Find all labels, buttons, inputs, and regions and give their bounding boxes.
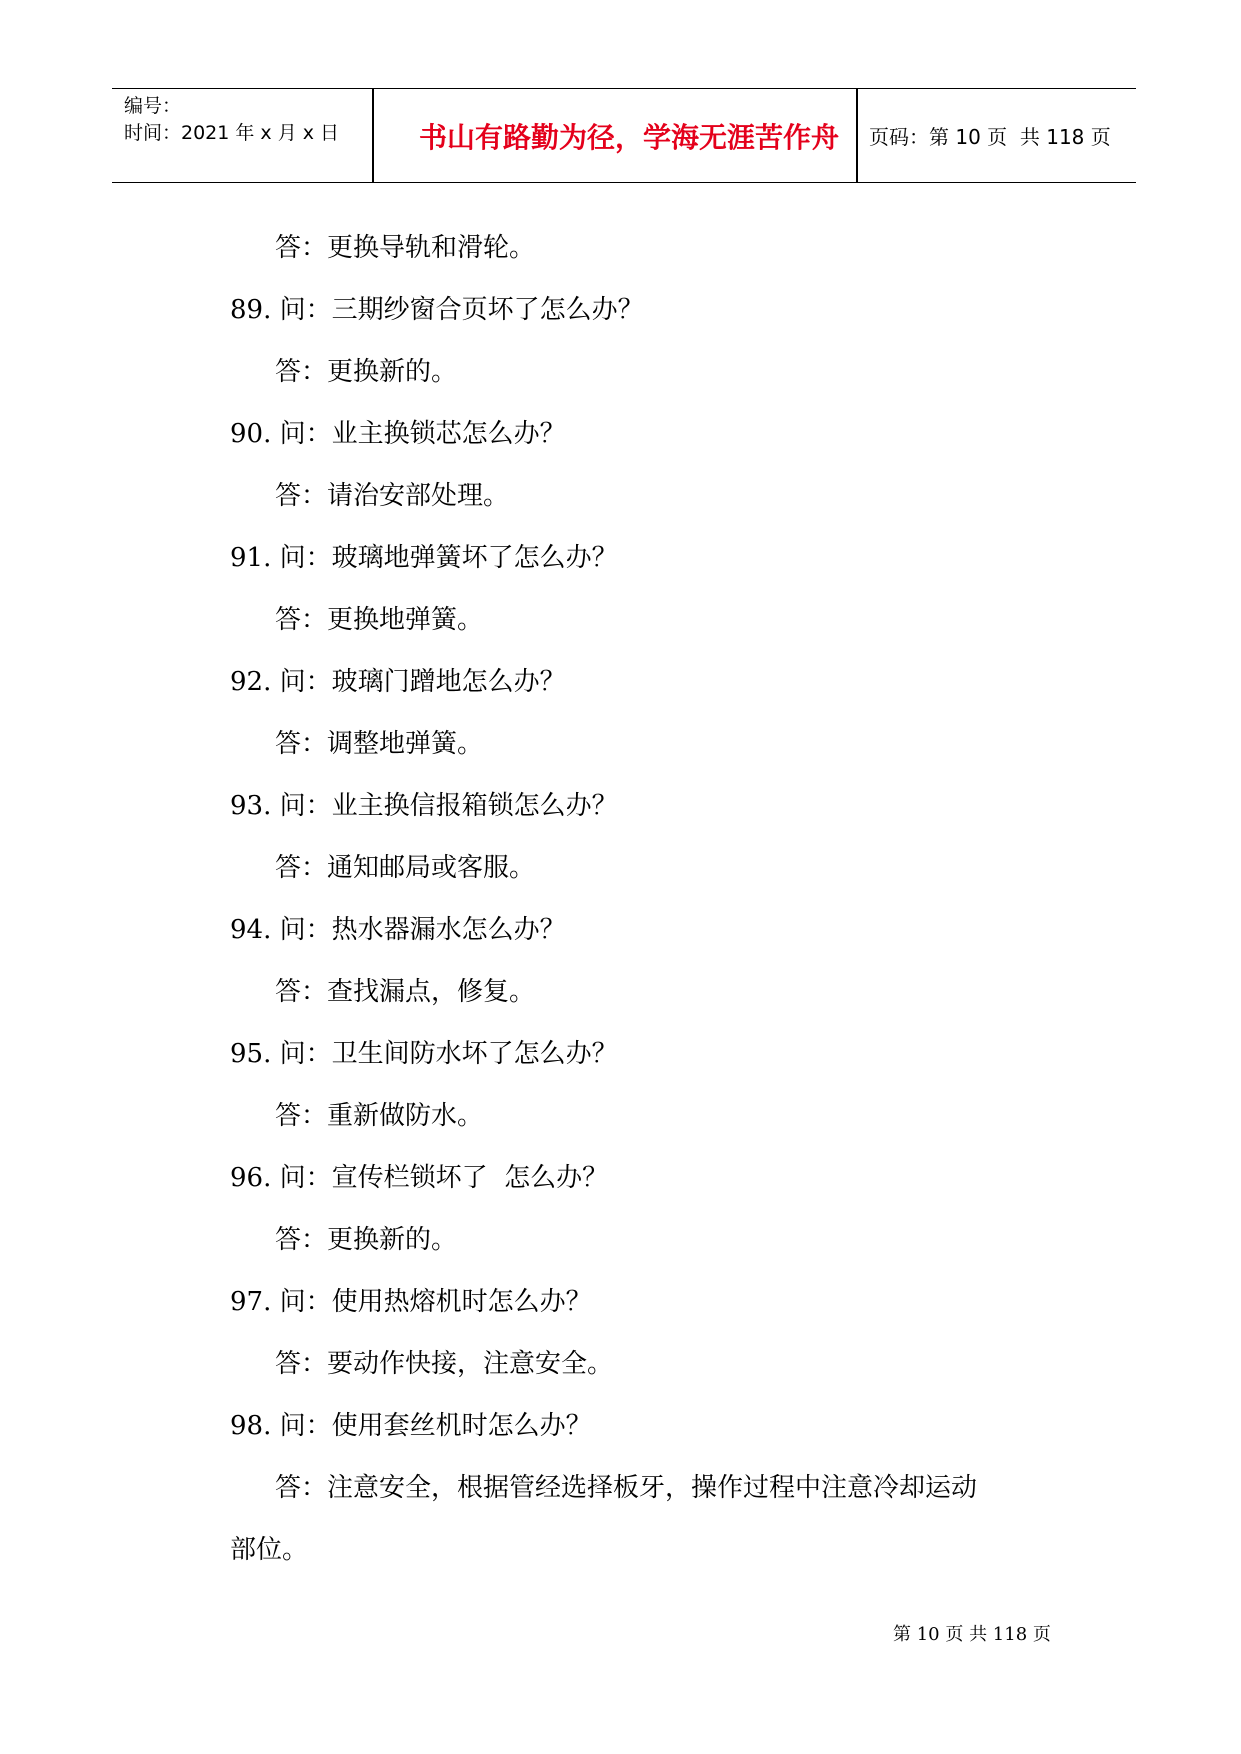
answer-95: 答：重新做防水。	[275, 1101, 484, 1131]
question-89: 89. 问：三期纱窗合页坏了怎么办？	[230, 295, 644, 325]
question-91: 91. 问：玻璃地弹簧坏了怎么办？	[230, 543, 618, 573]
question-90: 90. 问：业主换锁芯怎么办？	[230, 419, 566, 449]
answer-92: 答：调整地弹簧。	[275, 729, 484, 759]
header-page-info: 页码：第 10 页 共 118 页	[869, 125, 1111, 149]
answer-98-line1: 答：注意安全，根据管经选择板牙，操作过程中注意冷却运动	[275, 1473, 978, 1503]
answer-89: 答：更换新的。	[275, 357, 458, 387]
header-motto: 书山有路勤为径，学海无涯苦作舟	[418, 120, 839, 154]
time-label: 时间：2021 年 x 月 x 日	[124, 122, 340, 144]
header-divider	[856, 89, 858, 182]
question-95: 95. 问：卫生间防水坏了怎么办？	[230, 1039, 618, 1069]
question-96: 96. 问：宣传栏锁坏了 怎么办？	[230, 1163, 609, 1193]
question-94: 94. 问：热水器漏水怎么办？	[230, 915, 566, 945]
answer-94: 答：查找漏点，修复。	[275, 977, 536, 1007]
question-98: 98. 问：使用套丝机时怎么办？	[230, 1411, 592, 1441]
answer-90: 答：请治安部处理。	[275, 481, 510, 511]
question-97: 97. 问：使用热熔机时怎么办？	[230, 1287, 592, 1317]
question-93: 93. 问：业主换信报箱锁怎么办？	[230, 791, 618, 821]
answer-91: 答：更换地弹簧。	[275, 605, 484, 635]
header-meta	[124, 93, 384, 147]
page-footer: 第 10 页 共 118 页	[893, 1624, 1051, 1645]
page-header	[112, 88, 1136, 183]
code-label: 编号：	[124, 95, 182, 117]
answer-88: 答：更换导轨和滑轮。	[275, 233, 536, 263]
answer-97: 答：要动作快接，注意安全。	[275, 1349, 614, 1379]
answer-96: 答：更换新的。	[275, 1225, 458, 1255]
answer-93: 答：通知邮局或客服。	[275, 853, 536, 883]
question-92: 92. 问：玻璃门蹭地怎么办？	[230, 667, 566, 697]
answer-98-line2: 部位。	[230, 1535, 309, 1565]
